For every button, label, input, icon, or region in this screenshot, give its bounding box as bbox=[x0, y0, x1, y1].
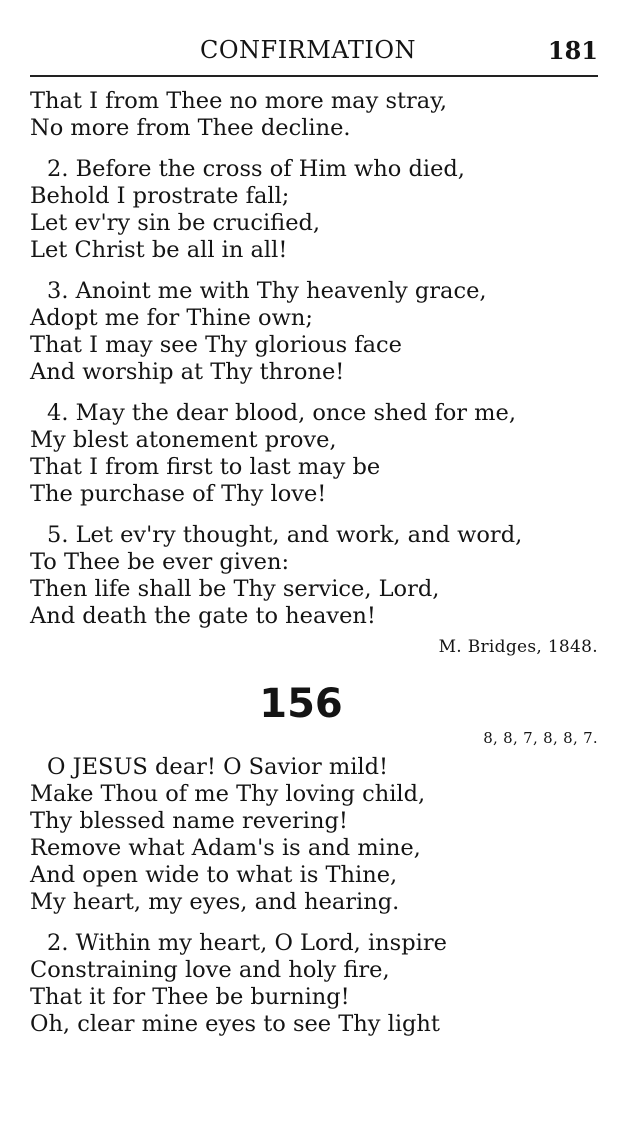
verse-line: That I from Thee no more may stray, bbox=[30, 88, 448, 114]
verse-line: And worship at Thy throne! bbox=[30, 359, 345, 385]
verse-line: 2. Within my heart, O Lord, inspire bbox=[47, 930, 447, 956]
verse-line: To Thee be ever given: bbox=[30, 549, 290, 575]
meter-marking: 8, 8, 7, 8, 8, 7. bbox=[483, 729, 598, 747]
verse-line: Let ev'ry sin be crucified, bbox=[30, 210, 321, 236]
verse-line: Then life shall be Thy service, Lord, bbox=[30, 576, 440, 602]
page-content bbox=[30, 88, 600, 1052]
verse-line: Oh, clear mine eyes to see Thy light bbox=[30, 1011, 440, 1037]
section-title: CONFIRMATION bbox=[200, 36, 416, 64]
verse-line: My heart, my eyes, and hearing. bbox=[30, 889, 400, 915]
stanza-2 bbox=[30, 156, 600, 264]
running-header bbox=[30, 36, 598, 66]
verse-line: Adopt me for Thine own; bbox=[30, 305, 313, 331]
hymn-156 bbox=[30, 680, 600, 1038]
stanza-1-continued bbox=[30, 88, 600, 142]
verse-line: 3. Anoint me with Thy heavenly grace, bbox=[47, 278, 487, 304]
verse-line: No more from Thee decline. bbox=[30, 115, 351, 141]
verse-line: And death the gate to heaven! bbox=[30, 603, 376, 629]
verse-line: 4. May the dear blood, once shed for me, bbox=[47, 400, 516, 426]
stanza-1 bbox=[30, 754, 600, 916]
verse-line: Remove what Adam's is and mine, bbox=[30, 835, 421, 861]
verse-line: O JESUS dear! O Savior mild! bbox=[47, 754, 389, 780]
stanza-3 bbox=[30, 278, 600, 386]
stanza-2 bbox=[30, 930, 600, 1038]
verse-line: That I may see Thy glorious face bbox=[30, 332, 402, 358]
page-number: 181 bbox=[547, 36, 598, 65]
hymn-155-continued bbox=[30, 88, 600, 658]
hymn-number: 156 bbox=[259, 681, 343, 727]
author-attribution: M. Bridges, 1848. bbox=[438, 637, 598, 657]
verse-line: My blest atonement prove, bbox=[30, 427, 337, 453]
verse-line: Thy blessed name revering! bbox=[30, 808, 348, 834]
verse-line: That I from first to last may be bbox=[30, 454, 381, 480]
stanza-5 bbox=[30, 522, 600, 630]
verse-line: Let Christ be all in all! bbox=[30, 237, 288, 263]
verse-line: The purchase of Thy love! bbox=[30, 481, 327, 507]
verse-line: Constraining love and holy fire, bbox=[30, 957, 390, 983]
verse-line: Behold I prostrate fall; bbox=[30, 183, 290, 209]
verse-line: 5. Let ev'ry thought, and work, and word, bbox=[47, 522, 523, 548]
stanza-4 bbox=[30, 400, 600, 508]
verse-line: And open wide to what is Thine, bbox=[30, 862, 398, 888]
verse-line: 2. Before the cross of Him who died, bbox=[47, 156, 465, 182]
verse-line: That it for Thee be burning! bbox=[30, 984, 350, 1010]
header-rule bbox=[30, 75, 598, 77]
verse-line: Make Thou of me Thy loving child, bbox=[30, 781, 426, 807]
